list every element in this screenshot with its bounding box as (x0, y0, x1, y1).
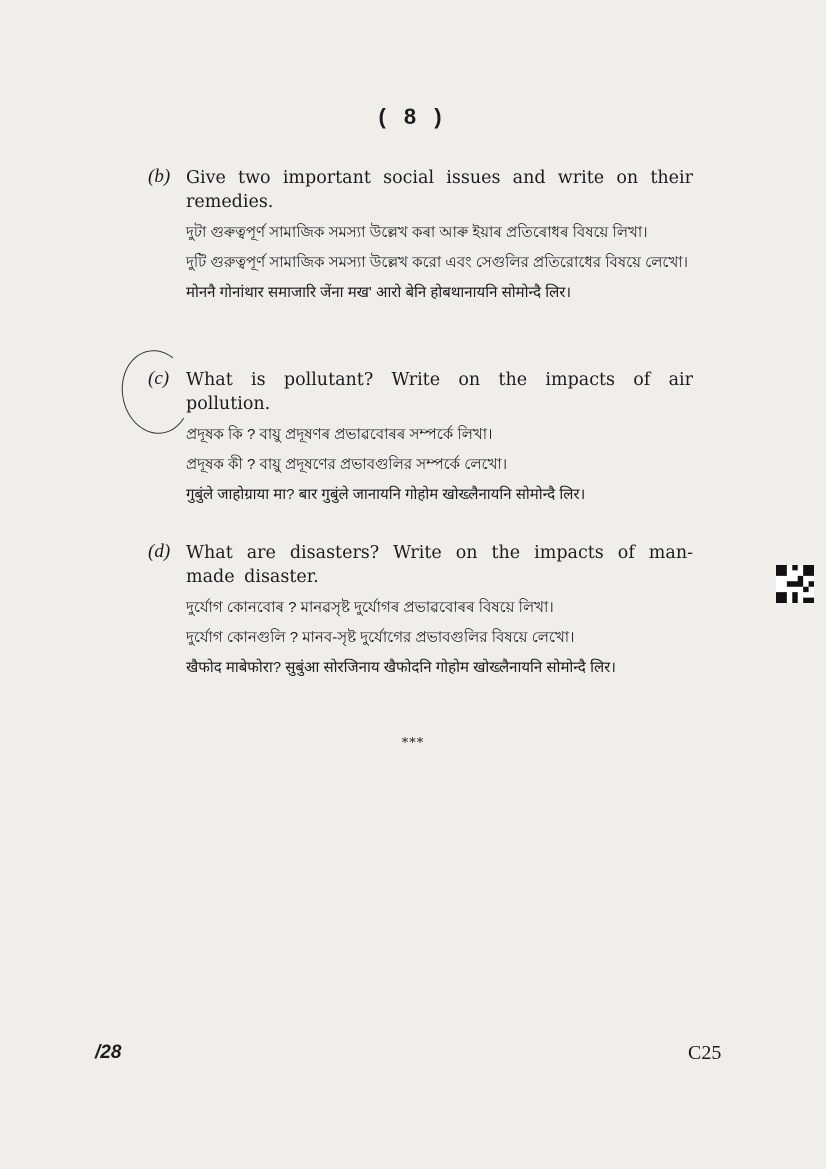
question-label: (d) (148, 541, 171, 562)
question-bengali: দুর্যোগ কোনগুলি ? মানব-সৃষ্ট দুর্যোগের প্রভাবগুলির বিষয়ে লেখো। (186, 629, 575, 646)
question-assamese: প্ৰদূষক কি ? বায়ু প্ৰদূষণৰ প্ৰভাৱবোৰৰ সম্পৰ্কে লিখা। (186, 426, 493, 443)
question-b (148, 166, 693, 304)
question-assamese: দুটা গুৰুত্বপূৰ্ণ সামাজিক সমস্যা উল্লেখ কৰা আৰু ইয়াৰ প্ৰতিৰোধৰ বিষয়ে লিখা। (186, 224, 648, 241)
question-label: (b) (148, 166, 171, 187)
question-english: What are disasters? Write on the impacts of man-made disaster. (186, 543, 693, 587)
footer-left: /28 (95, 1042, 122, 1063)
question-bengali: প্রদূষক কী ? বায়ু প্রদূষণের প্রভাবগুলির সম্পর্কে লেখো। (186, 456, 508, 473)
question-english: Give two important social issues and write on their remedies. (186, 168, 693, 212)
question-assamese: দুৰ্যোগ কোনবোৰ ? মানৱসৃষ্ট দুৰ্যোগৰ প্ৰভাৱবোৰৰ বিষয়ে লিখা। (186, 599, 554, 616)
question-bodo: गुबुंले जाहोग्राया मा? बार गुबुंले जानायनि गोहोम खोख्लैनायनि सोमोन्दै लिर। (186, 486, 586, 503)
footer-code: C25 (688, 1042, 722, 1064)
question-d (148, 541, 693, 679)
end-mark: *** (401, 736, 425, 751)
question-c (148, 368, 693, 506)
question-bodo: खैफोद माबेफोरा? सुबुंआ सोरजिनाय खैफोदनि गोहोम खोख्लैनायनि सोमोन्दै लिर। (186, 659, 616, 676)
question-label: (c) (148, 368, 170, 389)
question-bengali: দুটি গুরুত্বপূর্ণ সামাজিক সমস্যা উল্লেখ করো এবং সেগুলির প্রতিরোধের বিষয়ে লেখো। (186, 254, 689, 271)
question-bodo: मोननै गोनांथार समाजारि जेंना मख' आरो बेनि होबथानायनि सोमोन्दै लिर। (186, 284, 572, 301)
page-number: ( 8 ) (378, 104, 448, 129)
qr-code-icon (776, 565, 814, 603)
question-english: What is pollutant? Write on the impacts of air pollution. (186, 370, 693, 414)
